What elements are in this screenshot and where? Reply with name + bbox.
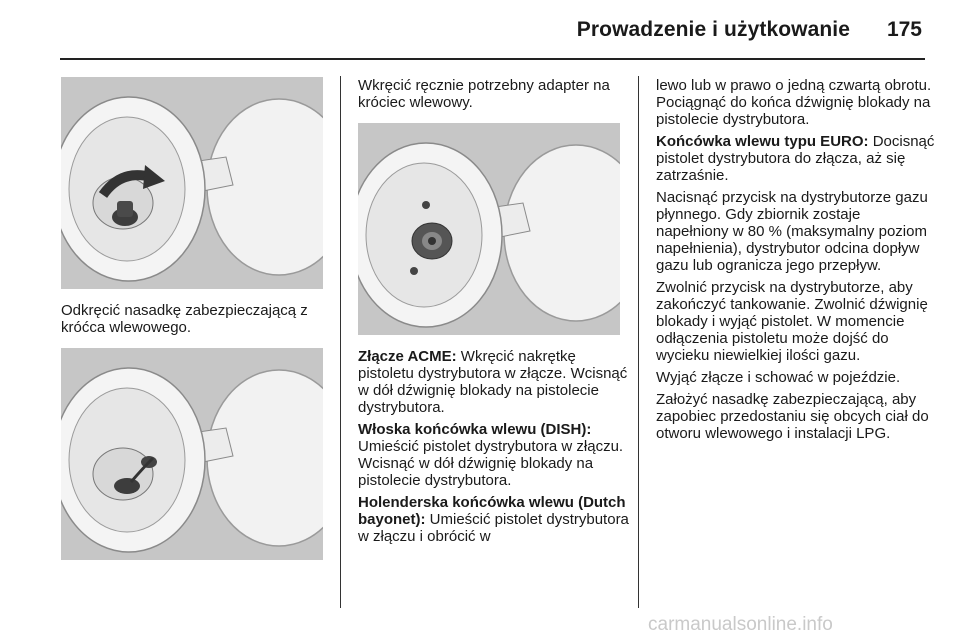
paragraph-4: Zwolnić przycisk na dystrybutorze, aby zakończyć tankowanie. Zwolnić dźwignię blokady i wyjąć pistolet. W momencie odłączenia pistoletu może dojść do wycieku niewielkiej ilości gazu. bbox=[656, 279, 928, 364]
dish-text: Umieścić pistolet dystrybutora w złączu. Wcisnąć w dół dźwignię blokady na pistolecie dystrybutora. bbox=[358, 438, 624, 489]
paragraph-5: Wyjąć złącze i schować w pojeździe. bbox=[656, 369, 901, 386]
paragraph-3: Nacisnąć przycisk na dystrybutorze gazu płynnego. Gdy zbiornik zostaje napełniony w 80 % (maksymalny poziom napełnienia), dystrybutor odcina dopływ gazu lub ogranicza jego przepływ. bbox=[656, 189, 928, 274]
section-title: Prowadzenie i użytkowanie bbox=[576, 18, 850, 41]
acme-paragraph bbox=[358, 348, 634, 416]
fuel-flap-cap-removed-figure bbox=[61, 348, 323, 560]
caption-text: Odkręcić nasadkę zabezpieczającą z króćca wlewowego. bbox=[61, 302, 308, 336]
paragraph-1: lewo lub w prawo o jedną czwartą obrotu. Pociągnąć do końca dźwignię blokady na pistolecie dystrybutora. bbox=[656, 77, 932, 128]
euro-text: Docisnąć pistolet dystrybutora do złącza, aż się zatrzaśnie. bbox=[656, 133, 935, 184]
acme-label: Złącze ACME: bbox=[358, 348, 457, 365]
header-divider bbox=[60, 58, 925, 60]
column-divider-2 bbox=[638, 76, 639, 608]
page-number: 175 bbox=[886, 18, 922, 41]
column-divider-1 bbox=[340, 76, 341, 608]
figure-1-caption bbox=[61, 302, 337, 341]
dish-label: Włoska końcówka wlewu (DISH): bbox=[358, 421, 592, 438]
adapter-instructions bbox=[358, 348, 634, 550]
euro-paragraph bbox=[656, 133, 936, 184]
fuel-flap-cap-unscrew-figure bbox=[61, 77, 323, 289]
bayonet-paragraph bbox=[358, 494, 634, 545]
euro-label: Końcówka wlewu typu EURO: bbox=[656, 133, 869, 150]
page-header bbox=[0, 0, 960, 52]
adapter-intro bbox=[358, 77, 628, 116]
paragraph-6: Założyć nasadkę zabezpieczającą, aby zapobiec przedostaniu się obcych ciał do otworu wlewowego i instalacji LPG. bbox=[656, 391, 929, 442]
intro-paragraph: Wkręcić ręcznie potrzebny adapter na króciec wlewowy. bbox=[358, 77, 610, 111]
acme-text: Wkręcić nakrętkę pistoletu dystrybutora w złącze. Wcisnąć w dół dźwignię blokady na pistolecie dystrybutora. bbox=[358, 348, 628, 416]
bayonet-text: Umieścić pistolet dystrybutora w złączu i obrócić w bbox=[358, 511, 629, 545]
watermark: carmanualsonline.info bbox=[648, 614, 833, 635]
dish-paragraph bbox=[358, 421, 634, 489]
bayonet-label: Holenderska końcówka wlewu (Dutch bayonet): bbox=[358, 494, 626, 528]
fuel-flap-adapter-figure bbox=[358, 123, 620, 335]
refuelling-instructions bbox=[656, 77, 936, 447]
